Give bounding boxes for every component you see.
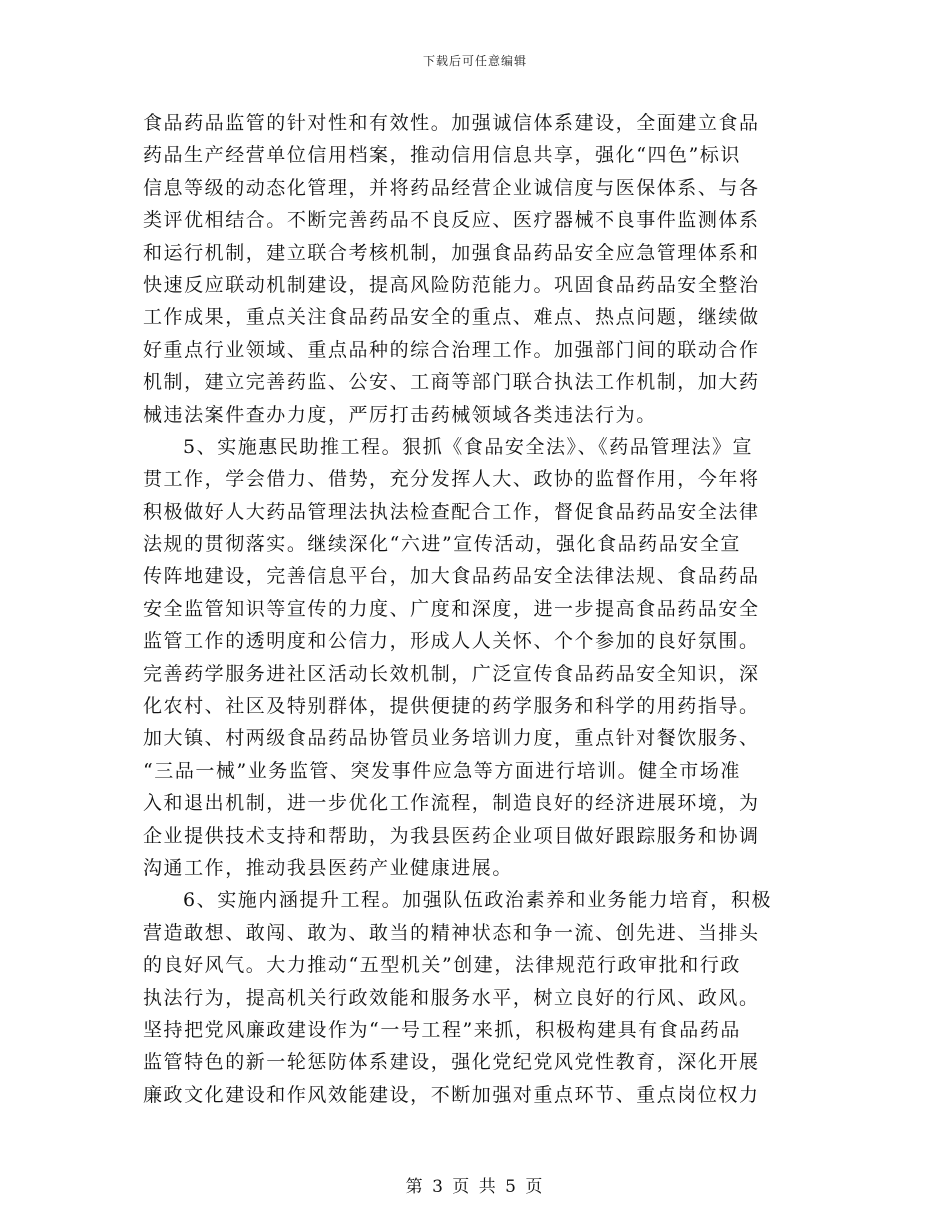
text-line: 安全监管知识等宣传的力度、广度和深度，进一步提高食品药品安全 xyxy=(143,597,760,620)
text-line: 企业提供技术支持和帮助，为我县医药企业项目做好跟踪服务和协调 xyxy=(143,824,760,847)
text-line: 信息等级的动态化管理，并将药品经营企业诚信度与医保体系、与各 xyxy=(143,176,760,199)
text-line: 加大镇、村两级食品药品协管员业务培训力度，重点针对餐饮服务、 xyxy=(143,727,760,750)
text-line: 完善药学服务进社区活动长效机制，广泛宣传食品药品安全知识，深 xyxy=(143,662,760,685)
text-line: 廉政文化建设和作风效能建设，不断加强对重点环节、重点岗位权力 xyxy=(143,1083,760,1106)
document-body xyxy=(143,107,811,1111)
text-line: 药品生产经营单位信用档案，推动信用信息共享，强化“四色”标识 xyxy=(143,144,741,167)
text-line: “三品一械”业务监管、突发事件应急等方面进行培训。健全市场准 xyxy=(143,759,741,782)
text-line: 贯工作，学会借力、借势，充分发挥人大、政协的监督作用，今年将 xyxy=(143,468,760,491)
text-line: 积极做好人大药品管理法执法检查配合工作，督促食品药品安全法律 xyxy=(143,500,760,523)
text-line: 工作成果，重点关注食品药品安全的重点、难点、热点问题，继续做 xyxy=(143,306,760,329)
text-line: 传阵地建设，完善信息平台，加大食品药品安全法律法规、食品药品 xyxy=(143,565,760,588)
text-line: 入和退出机制，进一步优化工作流程，制造良好的经济进展环境，为 xyxy=(143,792,760,815)
text-line: 和运行机制，建立联合考核机制，加强食品药品安全应急管理体系和 xyxy=(143,241,760,264)
text-line: 机制，建立完善药监、公安、工商等部门联合执法工作机制，加大药 xyxy=(143,371,760,394)
text-line: 监管特色的新一轮惩防体系建设，强化党纪党风党性教育，深化开展 xyxy=(143,1051,760,1074)
text-line: 营造敢想、敢闯、敢为、敢当的精神状态和争一流、创先进、当排头 xyxy=(143,921,760,944)
text-line: 法规的贯彻落实。继续深化“六进”宣传活动，强化食品药品安全宣 xyxy=(143,533,741,556)
text-line: 的良好风气。大力推动“五型机关”创建，法律规范行政审批和行政 xyxy=(143,954,741,977)
text-line: 快速反应联动机制建设，提高风险防范能力。巩固食品药品安全整治 xyxy=(143,273,760,296)
text-line: 沟通工作，推动我县医药产业健康进展。 xyxy=(143,856,513,879)
paragraph-start-line: 6、实施内涵提升工程。加强队伍政治素养和业务能力培育，积极 xyxy=(183,889,773,912)
text-line: 执法行为，提高机关行政效能和服务水平，树立良好的行风、政风。 xyxy=(143,986,760,1009)
page-number: 第 3 页 共 5 页 xyxy=(405,1177,545,1197)
text-line: 化农村、社区及特别群体，提供便捷的药学服务和科学的用药指导。 xyxy=(143,695,760,718)
text-line: 械违法案件查办力度，严厉打击药械领域各类违法行为。 xyxy=(143,403,657,426)
text-line: 好重点行业领域、重点品种的综合治理工作。加强部门间的联动合作 xyxy=(143,338,760,361)
text-line: 坚持把党风廉政建设作为“一号工程”来抓，积极构建具有食品药品 xyxy=(143,1018,741,1041)
text-line: 食品药品监管的针对性和有效性。加强诚信体系建设，全面建立食品 xyxy=(143,112,760,134)
paragraph-start-line: 5、实施惠民助推工程。狠抓《食品安全法》、《药品管理法》宣 xyxy=(183,435,754,458)
text-line: 类评优相结合。不断完善药品不良反应、医疗器械不良事件监测体系 xyxy=(143,209,760,232)
text-line: 监管工作的透明度和公信力，形成人人关怀、个个参加的良好氛围。 xyxy=(143,630,760,653)
header-note: 下载后可任意编辑 xyxy=(422,54,527,68)
